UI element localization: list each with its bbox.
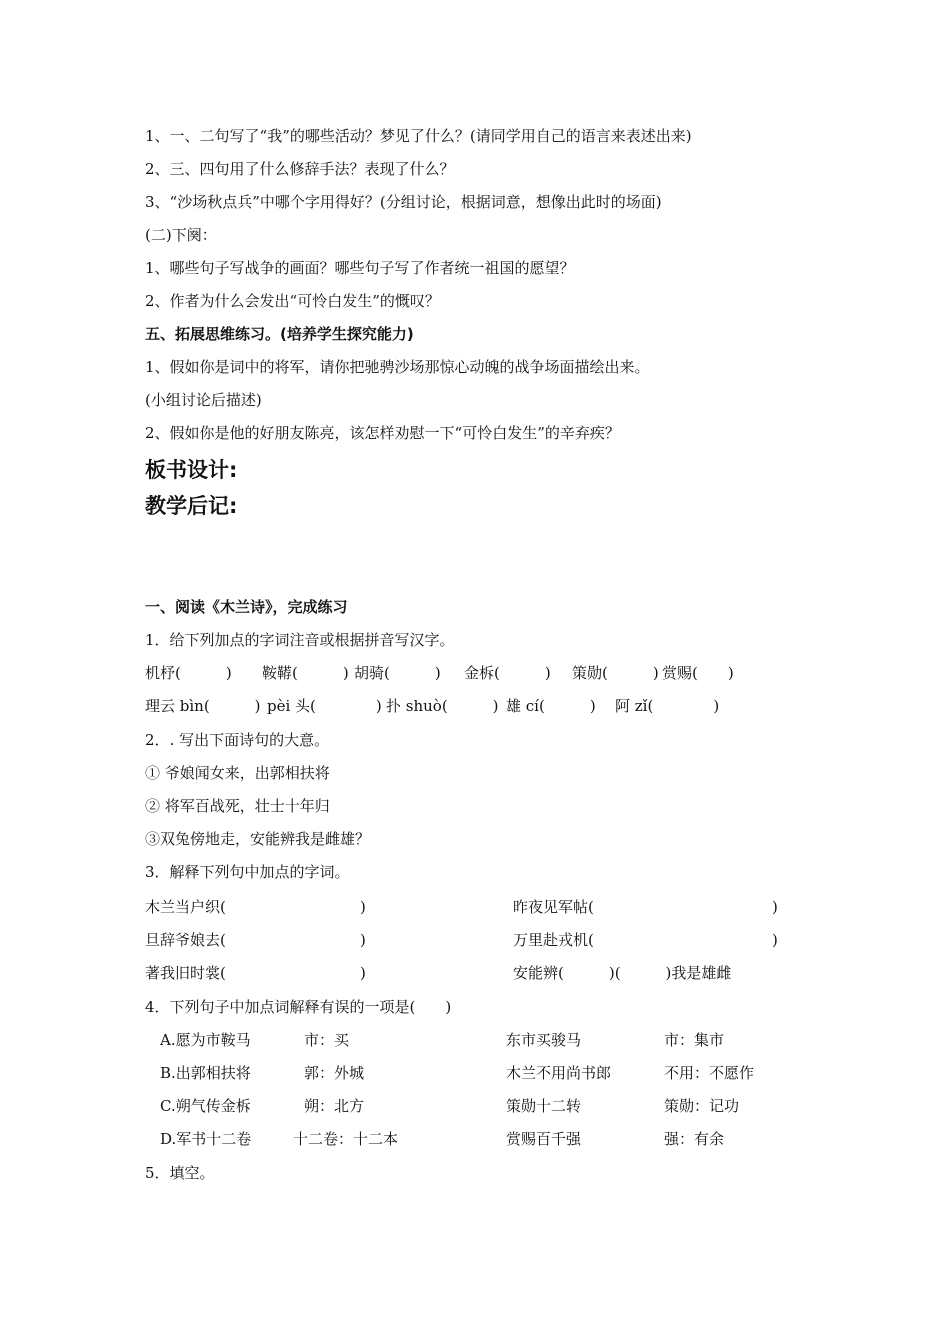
option-gloss: 强：有余 <box>664 1130 725 1148</box>
question-1: 1、一、二句写了“我”的哪些活动？梦见了什么？(请同学用自己的语言来表述出来) <box>145 127 692 145</box>
explain-item: 安能辨( )( )我是雄雌 <box>513 964 732 982</box>
section-5-heading: 五、拓展思维练习。(培养学生探究能力) <box>145 325 414 343</box>
option-sentence: 东市买骏马 <box>506 1031 582 1049</box>
option-gloss: 市：集市 <box>664 1031 725 1049</box>
exercise-q4: 4．下列句子中加点词解释有误的一项是( ) <box>145 998 452 1016</box>
option-gloss: 不用：不愿作 <box>664 1064 755 1082</box>
exercise-q3: 3．解释下列句中加点的字词。 <box>145 863 350 881</box>
sentence-2: ② 将军百战死，壮士十年归 <box>145 797 330 815</box>
xia-question-1: 1、哪些句子写战争的画面？哪些句子写了作者统一祖国的愿望？ <box>145 259 575 277</box>
exercise-heading: 一、阅读《木兰诗》，完成练习 <box>145 598 348 616</box>
sentence-1: ① 爷娘闻女来，出郭相扶将 <box>145 764 330 782</box>
extension-1: 1、假如你是词中的将军，请你把驰骋沙场那惊心动魄的战争场面描绘出来。 <box>145 358 650 376</box>
explain-item: 著我旧时裳( <box>145 964 226 982</box>
explain-close: ) <box>360 931 366 949</box>
pinyin-item: 金柝( ) <box>464 664 551 682</box>
pinyin-item: 机杼( ) <box>145 664 232 682</box>
exercise-q5: 5．填空。 <box>145 1164 215 1182</box>
pinyin-item: 赏赐( ) <box>662 664 734 682</box>
option-sentence: 策勋十二转 <box>506 1097 582 1115</box>
explain-close: ) <box>772 898 778 916</box>
option-gloss: 策勋：记功 <box>664 1097 740 1115</box>
explain-close: ) <box>360 964 366 982</box>
pinyin-item: 胡骑( ) <box>354 664 441 682</box>
explain-item: 昨夜见军帖( <box>513 898 594 916</box>
pinyin-item: 策勋( ) <box>572 664 659 682</box>
option-gloss: 市：买 <box>304 1031 350 1049</box>
option-sentence: B.出郭相扶将 <box>160 1064 251 1082</box>
pinyin-item: 理云 bìn( ) <box>145 697 261 715</box>
explain-item: 万里赴戎机( <box>513 931 594 949</box>
explain-close: ) <box>772 931 778 949</box>
option-gloss: 朔：北方 <box>304 1097 365 1115</box>
question-2: 2、三、四句用了什么修辞手法？表现了什么？ <box>145 160 455 178</box>
explain-close: ) <box>360 898 366 916</box>
xia-que-heading: (二)下阕： <box>145 226 217 244</box>
pinyin-item: pèi 头( ) <box>267 697 382 715</box>
xia-question-2: 2、作者为什么会发出“可怜白发生”的慨叹？ <box>145 292 440 310</box>
extension-2: 2、假如你是他的好朋友陈亮，该怎样劝慰一下“可怜白发生”的辛弃疾？ <box>145 424 620 442</box>
explain-item: 木兰当户织( <box>145 898 226 916</box>
explain-item: 旦辞爷娘去( <box>145 931 226 949</box>
pinyin-item: 雄 cí( ) <box>506 697 596 715</box>
extension-1-note: (小组讨论后描述) <box>145 391 262 409</box>
pinyin-item: 阿 zǐ( ) <box>615 697 720 715</box>
option-gloss: 十二卷：十二本 <box>293 1130 399 1148</box>
teaching-notes-heading: 教学后记: <box>145 494 238 518</box>
option-gloss: 郭：外城 <box>304 1064 365 1082</box>
sentence-3: ③双兔傍地走，安能辨我是雌雄？ <box>145 830 371 848</box>
exercise-q1: 1．给下列加点的字词注音或根据拼音写汉字。 <box>145 631 455 649</box>
question-3: 3、“沙场秋点兵”中哪个字用得好？(分组讨论，根据词意，想像出此时的场面) <box>145 193 662 211</box>
board-design-heading: 板书设计: <box>145 458 238 482</box>
option-sentence: 赏赐百千强 <box>506 1130 582 1148</box>
pinyin-item: 扑 shuò( ) <box>386 697 499 715</box>
option-sentence: A.愿为市鞍马 <box>160 1031 251 1049</box>
option-sentence: 木兰不用尚书郎 <box>506 1064 612 1082</box>
option-sentence: D.军书十二卷 <box>160 1130 252 1148</box>
option-sentence: C.朔气传金柝 <box>160 1097 251 1115</box>
pinyin-item: 鞍鞯( ) <box>262 664 349 682</box>
exercise-q2: 2．. 写出下面诗句的大意。 <box>145 731 330 749</box>
